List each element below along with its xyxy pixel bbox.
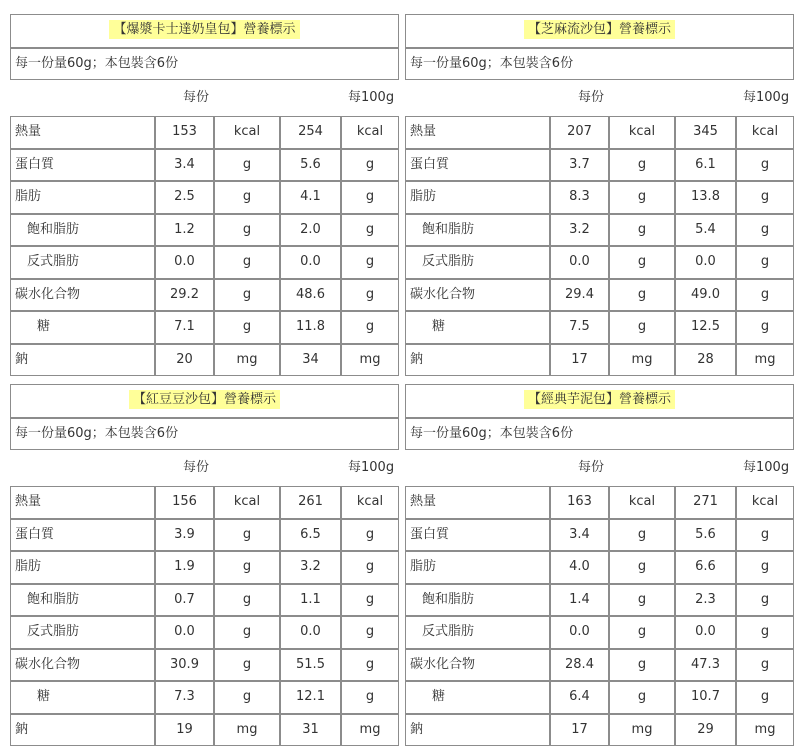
per100g-unit: g xyxy=(341,519,399,552)
serving-value: 163 xyxy=(550,486,609,519)
panel-title-text: 【紅豆豆沙包】營養標示 xyxy=(129,390,280,409)
per100g-value: 6.5 xyxy=(280,519,341,552)
nutrient-label: 碳水化合物 xyxy=(10,649,155,682)
serving-unit: kcal xyxy=(609,486,675,519)
serving-value: 3.4 xyxy=(550,519,609,552)
per100g-value: 48.6 xyxy=(280,279,341,312)
nutrient-label: 糖 xyxy=(405,311,550,344)
serving-unit: g xyxy=(609,181,675,214)
per100g-value: 6.1 xyxy=(675,149,736,182)
serving-unit: g xyxy=(609,246,675,279)
serving-unit: g xyxy=(609,279,675,312)
panel-title-text: 【經典芋泥包】營養標示 xyxy=(524,390,675,409)
serving-unit: g xyxy=(214,584,280,617)
serving-value: 29.2 xyxy=(155,279,214,312)
per100g-unit: mg xyxy=(736,344,794,377)
per100g-value: 5.6 xyxy=(675,519,736,552)
panel-title xyxy=(405,14,794,48)
nutrient-label: 反式脂肪 xyxy=(10,616,155,649)
per100g-value: 271 xyxy=(675,486,736,519)
serving-value: 30.9 xyxy=(155,649,214,682)
per100g-unit: mg xyxy=(341,344,399,377)
serving-unit: kcal xyxy=(214,116,280,149)
serving-value: 0.0 xyxy=(155,246,214,279)
serving-unit: g xyxy=(609,214,675,247)
serving-unit: g xyxy=(214,246,280,279)
per100g-value: 51.5 xyxy=(280,649,341,682)
nutrient-label: 碳水化合物 xyxy=(405,279,550,312)
per100g-unit: g xyxy=(341,551,399,584)
per100g-unit: g xyxy=(341,311,399,344)
serving-value: 3.9 xyxy=(155,519,214,552)
per100g-unit: g xyxy=(736,149,794,182)
serving-unit: mg xyxy=(214,344,280,377)
per100g-unit: g xyxy=(736,649,794,682)
serving-value: 3.7 xyxy=(550,149,609,182)
per-serving-header: 每份 xyxy=(578,460,605,475)
per-serving-header: 每份 xyxy=(183,460,210,475)
nutrient-label: 脂肪 xyxy=(10,181,155,214)
serving-size: 每一份量60g；本包裝含6份 xyxy=(10,48,399,80)
serving-value: 1.4 xyxy=(550,584,609,617)
nutrient-label: 反式脂肪 xyxy=(405,616,550,649)
nutrient-label: 鈉 xyxy=(405,714,550,747)
per100g-value: 1.1 xyxy=(280,584,341,617)
nutrient-label: 蛋白質 xyxy=(10,149,155,182)
serving-value: 8.3 xyxy=(550,181,609,214)
per100g-value: 12.5 xyxy=(675,311,736,344)
per100g-value: 0.0 xyxy=(675,616,736,649)
serving-value: 4.0 xyxy=(550,551,609,584)
nutrient-label: 熱量 xyxy=(405,116,550,149)
serving-unit: g xyxy=(214,311,280,344)
per100g-value: 0.0 xyxy=(675,246,736,279)
per100g-unit: g xyxy=(341,214,399,247)
per100g-value: 4.1 xyxy=(280,181,341,214)
serving-unit: g xyxy=(214,616,280,649)
per100g-unit: kcal xyxy=(736,116,794,149)
nutrient-label: 糖 xyxy=(405,681,550,714)
serving-unit: kcal xyxy=(214,486,280,519)
per-serving-header: 每份 xyxy=(578,90,605,105)
serving-value: 7.3 xyxy=(155,681,214,714)
serving-value: 156 xyxy=(155,486,214,519)
per100g-value: 3.2 xyxy=(280,551,341,584)
serving-unit: g xyxy=(214,181,280,214)
serving-value: 17 xyxy=(550,714,609,747)
nutrient-label: 反式脂肪 xyxy=(405,246,550,279)
per100g-value: 31 xyxy=(280,714,341,747)
per-100g-header: 每100g xyxy=(743,460,790,475)
nutrient-label: 蛋白質 xyxy=(405,149,550,182)
per100g-unit: g xyxy=(736,681,794,714)
serving-size: 每一份量60g；本包裝含6份 xyxy=(405,418,794,450)
serving-value: 0.0 xyxy=(550,246,609,279)
per100g-value: 5.6 xyxy=(280,149,341,182)
per100g-unit: g xyxy=(736,519,794,552)
per100g-unit: g xyxy=(341,616,399,649)
per100g-unit: kcal xyxy=(341,116,399,149)
nutrient-label: 脂肪 xyxy=(10,551,155,584)
serving-unit: g xyxy=(214,519,280,552)
per100g-value: 34 xyxy=(280,344,341,377)
nutrition-panel xyxy=(405,14,799,376)
per100g-value: 28 xyxy=(675,344,736,377)
per100g-unit: kcal xyxy=(736,486,794,519)
serving-unit: mg xyxy=(214,714,280,747)
per100g-unit: g xyxy=(736,214,794,247)
per100g-value: 2.0 xyxy=(280,214,341,247)
serving-unit: g xyxy=(609,551,675,584)
serving-value: 0.0 xyxy=(550,616,609,649)
per100g-unit: g xyxy=(736,279,794,312)
serving-size: 每一份量60g；本包裝含6份 xyxy=(10,418,399,450)
panel-title-text: 【芝麻流沙包】營養標示 xyxy=(524,20,675,39)
serving-unit: kcal xyxy=(609,116,675,149)
per100g-value: 0.0 xyxy=(280,616,341,649)
serving-value: 0.0 xyxy=(155,616,214,649)
serving-value: 28.4 xyxy=(550,649,609,682)
nutrient-label: 熱量 xyxy=(10,486,155,519)
panel-title xyxy=(405,384,794,418)
serving-value: 2.5 xyxy=(155,181,214,214)
per100g-unit: g xyxy=(341,279,399,312)
per100g-value: 345 xyxy=(675,116,736,149)
per100g-unit: g xyxy=(341,246,399,279)
nutrient-label: 鈉 xyxy=(10,344,155,377)
serving-size: 每一份量60g；本包裝含6份 xyxy=(405,48,794,80)
nutrition-panel xyxy=(405,384,799,746)
serving-unit: mg xyxy=(609,714,675,747)
nutrient-label: 脂肪 xyxy=(405,181,550,214)
per100g-value: 11.8 xyxy=(280,311,341,344)
serving-value: 7.1 xyxy=(155,311,214,344)
serving-value: 153 xyxy=(155,116,214,149)
per100g-value: 47.3 xyxy=(675,649,736,682)
serving-value: 29.4 xyxy=(550,279,609,312)
nutrient-label: 飽和脂肪 xyxy=(10,214,155,247)
serving-unit: g xyxy=(214,551,280,584)
nutrient-label: 鈉 xyxy=(405,344,550,377)
per100g-unit: kcal xyxy=(341,486,399,519)
per100g-unit: g xyxy=(736,584,794,617)
per100g-unit: g xyxy=(341,584,399,617)
per100g-value: 10.7 xyxy=(675,681,736,714)
per100g-unit: g xyxy=(341,181,399,214)
per100g-value: 29 xyxy=(675,714,736,747)
nutrient-label: 鈉 xyxy=(10,714,155,747)
per100g-unit: g xyxy=(341,149,399,182)
serving-value: 19 xyxy=(155,714,214,747)
serving-value: 3.2 xyxy=(550,214,609,247)
nutrient-label: 脂肪 xyxy=(405,551,550,584)
nutrient-label: 飽和脂肪 xyxy=(405,584,550,617)
per100g-unit: g xyxy=(736,246,794,279)
panel-title xyxy=(10,14,399,48)
nutrient-label: 飽和脂肪 xyxy=(10,584,155,617)
serving-value: 0.7 xyxy=(155,584,214,617)
serving-unit: g xyxy=(609,616,675,649)
per-100g-header: 每100g xyxy=(743,90,790,105)
serving-value: 17 xyxy=(550,344,609,377)
nutrition-panel xyxy=(10,384,404,746)
nutrient-label: 碳水化合物 xyxy=(405,649,550,682)
per100g-unit: mg xyxy=(341,714,399,747)
nutrient-label: 熱量 xyxy=(10,116,155,149)
per100g-unit: g xyxy=(736,181,794,214)
nutrition-panel xyxy=(10,14,404,376)
serving-unit: g xyxy=(609,584,675,617)
per100g-unit: g xyxy=(736,616,794,649)
serving-unit: g xyxy=(214,214,280,247)
per100g-value: 5.4 xyxy=(675,214,736,247)
per-100g-header: 每100g xyxy=(348,460,395,475)
nutrient-label: 碳水化合物 xyxy=(10,279,155,312)
serving-unit: g xyxy=(214,149,280,182)
serving-unit: g xyxy=(214,681,280,714)
panel-title xyxy=(10,384,399,418)
serving-value: 1.2 xyxy=(155,214,214,247)
per100g-unit: g xyxy=(341,681,399,714)
serving-unit: g xyxy=(609,681,675,714)
per100g-unit: mg xyxy=(736,714,794,747)
nutrient-label: 反式脂肪 xyxy=(10,246,155,279)
nutrient-label: 蛋白質 xyxy=(405,519,550,552)
per100g-value: 6.6 xyxy=(675,551,736,584)
serving-value: 7.5 xyxy=(550,311,609,344)
serving-unit: g xyxy=(214,279,280,312)
nutrient-label: 飽和脂肪 xyxy=(405,214,550,247)
panel-title-text: 【爆漿卡士達奶皇包】營養標示 xyxy=(109,20,299,39)
serving-unit: g xyxy=(609,311,675,344)
nutrient-label: 糖 xyxy=(10,311,155,344)
nutrient-label: 糖 xyxy=(10,681,155,714)
serving-value: 6.4 xyxy=(550,681,609,714)
serving-value: 1.9 xyxy=(155,551,214,584)
serving-unit: g xyxy=(214,649,280,682)
serving-unit: g xyxy=(609,649,675,682)
per100g-value: 12.1 xyxy=(280,681,341,714)
per-100g-header: 每100g xyxy=(348,90,395,105)
per-serving-header: 每份 xyxy=(183,90,210,105)
serving-value: 20 xyxy=(155,344,214,377)
serving-value: 207 xyxy=(550,116,609,149)
per100g-value: 13.8 xyxy=(675,181,736,214)
per100g-value: 254 xyxy=(280,116,341,149)
per100g-value: 261 xyxy=(280,486,341,519)
per100g-unit: g xyxy=(736,551,794,584)
per100g-unit: g xyxy=(736,311,794,344)
serving-value: 3.4 xyxy=(155,149,214,182)
serving-unit: mg xyxy=(609,344,675,377)
per100g-value: 2.3 xyxy=(675,584,736,617)
per100g-value: 49.0 xyxy=(675,279,736,312)
serving-unit: g xyxy=(609,519,675,552)
per100g-unit: g xyxy=(341,649,399,682)
nutrient-label: 蛋白質 xyxy=(10,519,155,552)
serving-unit: g xyxy=(609,149,675,182)
per100g-value: 0.0 xyxy=(280,246,341,279)
nutrient-label: 熱量 xyxy=(405,486,550,519)
